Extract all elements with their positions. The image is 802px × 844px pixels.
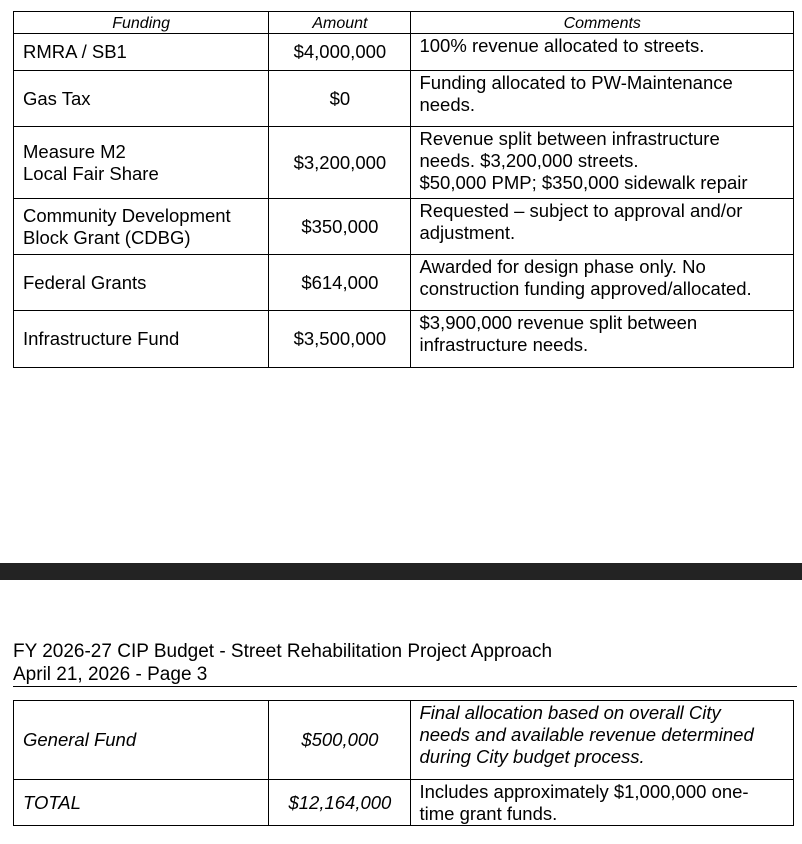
funding-table (13, 11, 794, 368)
comment-text: Funding allocated to PW-Maintenance needs. (419, 72, 733, 115)
amount-value: $0 (269, 71, 411, 127)
amount-value: $12,164,000 (269, 780, 411, 826)
comment-text: Final allocation based on overall City needs and available revenue determined during City budget process. (419, 702, 754, 767)
header-funding: Funding (14, 12, 269, 34)
funding-source: Gas Tax (23, 87, 91, 109)
page-title: FY 2026-27 CIP Budget - Street Rehabilitation Project Approach (13, 641, 553, 662)
table-row (14, 71, 794, 127)
table-row-total (14, 780, 794, 826)
amount-value: $3,500,000 (269, 311, 411, 368)
header-amount: Amount (269, 12, 411, 34)
table-row (14, 255, 794, 311)
page-break-bar (0, 563, 802, 580)
amount-value: $350,000 (269, 199, 411, 255)
comment-text: $3,900,000 revenue split between infrastructure needs. (419, 312, 698, 355)
amount-value: $3,200,000 (269, 127, 411, 199)
table-row (14, 199, 794, 255)
amount-value: $4,000,000 (269, 34, 411, 71)
table-header-row (14, 12, 794, 34)
funding-source: General Fund (23, 729, 137, 750)
table-row (14, 34, 794, 71)
header-rule (13, 686, 797, 687)
table-row (14, 701, 794, 780)
comment-text: Revenue split between infrastructure needs. $3,200,000 streets. $50,000 PMP; $350,000 sidewalk repair (419, 128, 748, 193)
comment-text: Requested – subject to approval and/or adjustment. (419, 200, 743, 243)
page-date: April 21, 2026 - Page 3 (13, 664, 208, 685)
amount-value: $614,000 (269, 255, 411, 311)
table-row (14, 127, 794, 199)
funding-table-continued (13, 700, 794, 826)
comment-text: Awarded for design phase only. No construction funding approved/allocated. (419, 256, 752, 299)
comment-text: Includes approximately $1,000,000 one- time grant funds. (419, 781, 749, 824)
funding-source: Measure M2 Local Fair Share (23, 140, 159, 184)
table-row (14, 311, 794, 368)
funding-source: Community Development Block Grant (CDBG) (23, 204, 231, 248)
amount-value: $500,000 (269, 701, 411, 780)
funding-source: TOTAL (23, 791, 81, 813)
comment-text: 100% revenue allocated to streets. (419, 35, 705, 56)
funding-source: Infrastructure Fund (23, 328, 180, 349)
funding-source: Federal Grants (23, 271, 147, 293)
funding-source: RMRA / SB1 (23, 41, 127, 62)
header-comments: Comments (411, 12, 794, 34)
